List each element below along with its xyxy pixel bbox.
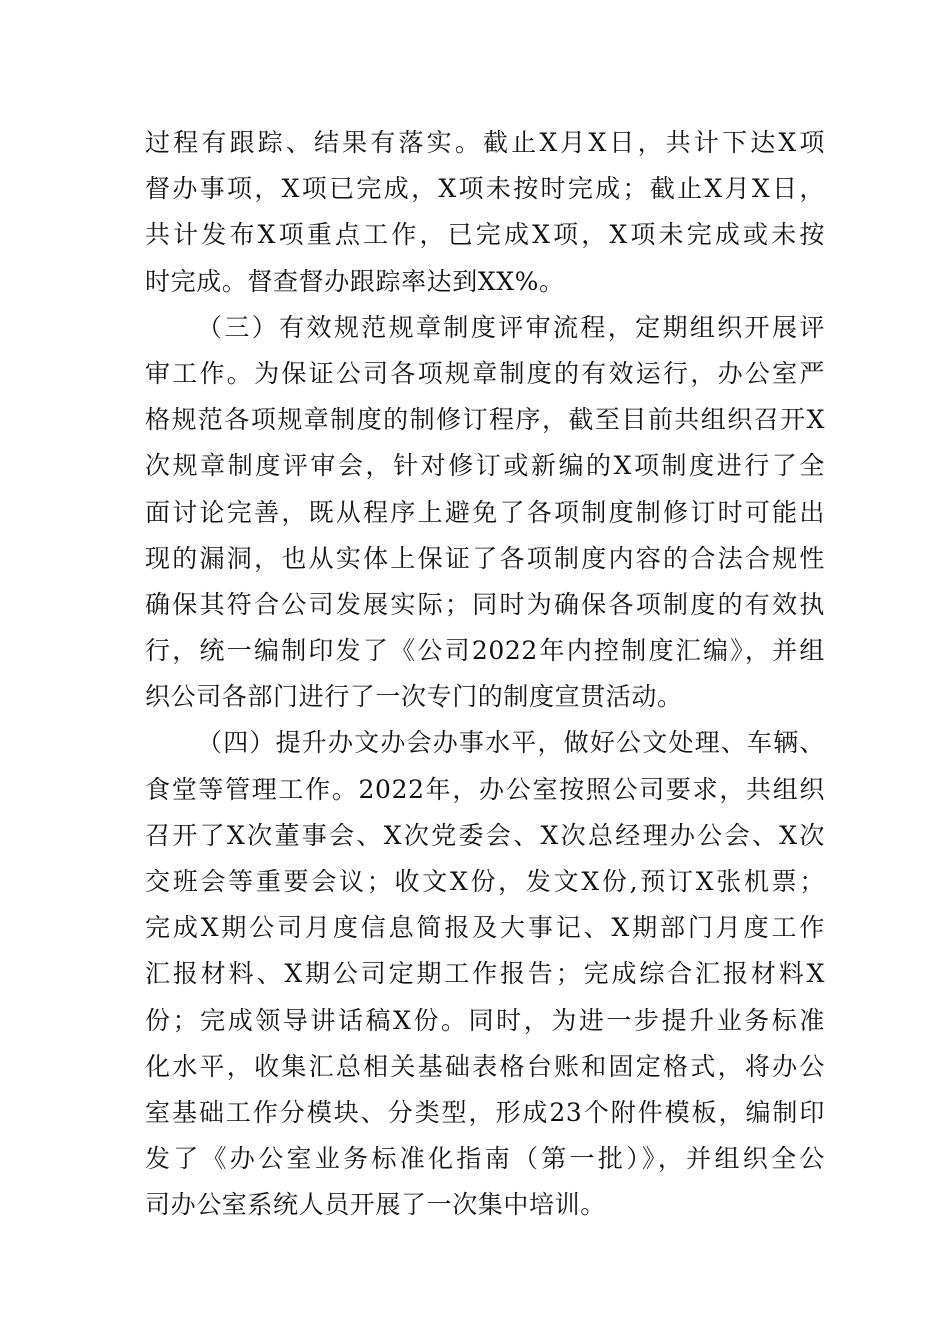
text-line: 召开了X次董事会、X次党委会、X次总经理办公会、X次 <box>145 820 825 850</box>
text-line: 共计发布X项重点工作，已完成X项，X项未完成或未按 <box>145 220 825 250</box>
section-heading-line: （三）有效规范规章制度评审流程，定期组织开展评 <box>197 312 825 342</box>
text-line: 发了《办公室业务标准化指南（第一批）》，并组织全公 <box>145 1144 825 1174</box>
text-line: 汇报材料、X期公司定期工作报告；完成综合汇报材料X <box>145 959 825 989</box>
text-line: 司办公室系统人员开展了一次集中培训。 <box>145 1190 606 1220</box>
text-line: 现的漏洞，也从实体上保证了各项制度内容的合法合规性 <box>145 543 825 573</box>
text-line: 织公司各部门进行了一次专门的制度宣贯活动。 <box>145 682 683 712</box>
text-line: 格规范各项规章制度的制修订程序，截至目前共组织召开X <box>145 405 825 435</box>
text-line: 交班会等重要会议；收文X份，发文X份,预订X张机票； <box>145 867 825 896</box>
text-line: 确保其符合公司发展实际；同时为确保各项制度的有效执 <box>145 589 825 619</box>
text-line: 过程有跟踪、结果有落实。截止X月X日，共计下达X项 <box>145 128 825 157</box>
text-line: 室基础工作分模块、分类型，形成23个附件模板，编制印 <box>145 1097 825 1127</box>
text-line: 时完成。督查督办跟踪率达到XX%。 <box>145 266 565 296</box>
text-line: 完成X期公司月度信息简报及大事记、X期部门月度工作 <box>145 913 825 943</box>
text-line: 食堂等管理工作。2022年，办公室按照公司要求，共组织 <box>145 774 825 804</box>
text-line: 化水平，收集汇总相关基础表格台账和固定格式，将办公 <box>145 1051 825 1081</box>
document-body <box>145 120 825 1229</box>
text-line: 行，统一编制印发了《公司2022年内控制度汇编》，并组 <box>145 636 825 666</box>
section-heading-line: （四）提升办文办会办事水平，做好公文处理、车辆、 <box>197 728 825 758</box>
text-line: 面讨论完善，既从程序上避免了各项制度制修订时可能出 <box>145 497 825 527</box>
text-line: 次规章制度评审会，针对修订或新编的X项制度进行了全 <box>145 451 825 481</box>
text-line: 份；完成领导讲话稿X份。同时，为进一步提升业务标准 <box>145 1005 825 1035</box>
text-line: 审工作。为保证公司各项规章制度的有效运行，办公室严 <box>145 358 825 388</box>
text-line: 督办事项，X项已完成，X项未按时完成；截止X月X日， <box>145 174 825 204</box>
